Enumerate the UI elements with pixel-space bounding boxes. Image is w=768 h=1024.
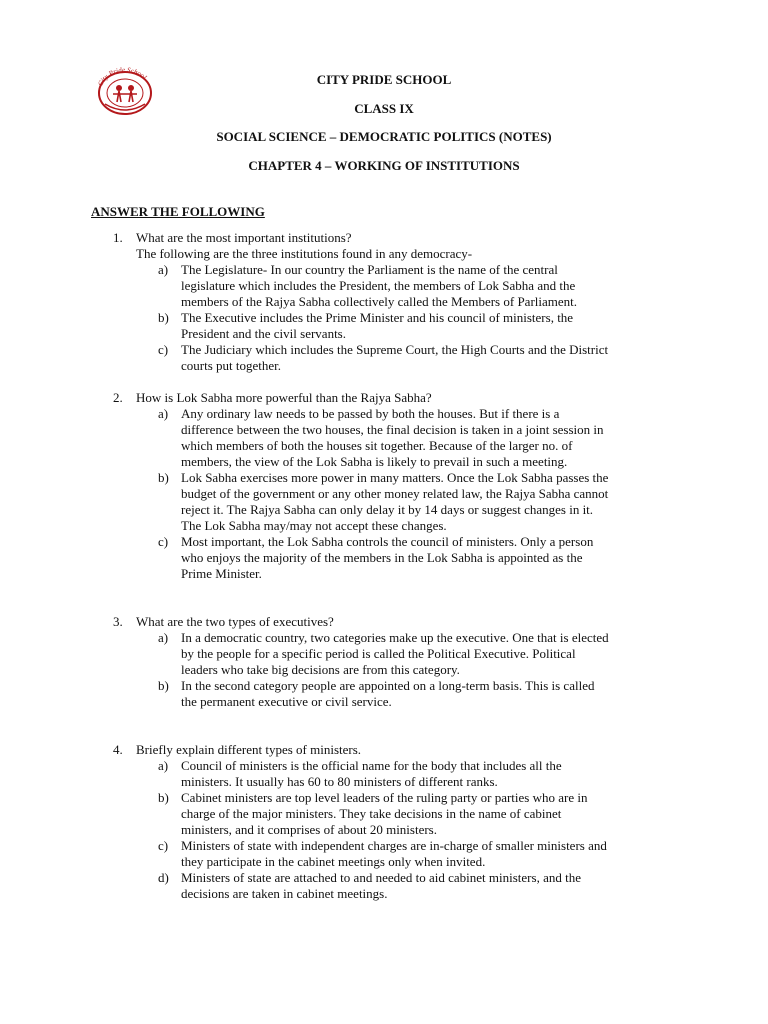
answer-line: Most important, the Lok Sabha controls the council of ministers. Only a person [181, 534, 594, 549]
answer-line: In a democratic country, two categories make up the executive. One that is elected [181, 630, 609, 645]
question-number: 4. [113, 742, 123, 757]
answer-item [0, 470, 768, 534]
answer-line: The Judiciary which includes the Supreme Court, the High Courts and the District [181, 342, 609, 357]
answer-line: budget of the government or any other money related law, the Rajya Sabha cannot [181, 486, 609, 501]
answer-line: In the second category people are appointed on a long-term basis. This is called [181, 678, 595, 693]
class-name: CLASS IX [354, 100, 414, 116]
answer-line: Any ordinary law needs to be passed by both the houses. But if there is a [181, 406, 560, 421]
section-title: ANSWER THE FOLLOWING [91, 204, 265, 219]
answer-letter: c) [158, 342, 169, 357]
subject-title: SOCIAL SCIENCE – DEMOCRATIC POLITICS (NOTES) [216, 129, 552, 144]
answer-text [181, 342, 681, 374]
answer-text [181, 758, 681, 790]
answer-line: courts put together. [181, 358, 282, 373]
answer-item [0, 534, 768, 582]
answer-letter: b) [158, 790, 169, 805]
answer-letter: c) [158, 534, 169, 549]
answer-line: reject it. The Rajya Sabha can only delay it by 14 days or suggest changes in it. [181, 502, 594, 517]
answer-item [0, 870, 768, 902]
answer-line: Ministers of state with independent charges are in-charge of smaller ministers and [181, 838, 607, 853]
question-text: What are the two types of executives? [136, 614, 334, 629]
answer-line: The Lok Sabha may/may not accept these changes. [181, 518, 447, 533]
question-text: Briefly explain different types of ministers. [136, 742, 362, 757]
answer-line: The Legislature- In our country the Parliament is the name of the central [181, 262, 558, 277]
answer-item [0, 838, 768, 870]
question-item [0, 390, 768, 582]
school-name: CITY PRIDE SCHOOL [316, 72, 452, 87]
question-item [0, 742, 768, 902]
answer-letter: a) [158, 262, 169, 277]
answer-letter: b) [158, 470, 169, 485]
answer-line: Lok Sabha exercises more power in many matters. Once the Lok Sabha passes the [181, 470, 609, 485]
answer-line: charge of the major ministers. They take decisions in the name of cabinet [181, 806, 562, 821]
questions-list [0, 230, 768, 902]
answer-text [181, 470, 681, 534]
answer-letter: b) [158, 310, 169, 325]
answer-line: ministers. It usually has 60 to 80 ministers of different ranks. [181, 774, 498, 789]
question-item [0, 614, 768, 710]
answer-item [0, 678, 768, 710]
answer-letter: a) [158, 758, 169, 773]
question-text: What are the most important institutions? [136, 230, 352, 245]
answer-text [181, 534, 681, 582]
answer-text [181, 790, 681, 838]
answer-line: legislature which includes the President, the members of Lok Sabha and the [181, 278, 576, 293]
answer-item [0, 262, 768, 310]
answer-letter: b) [158, 678, 169, 693]
answer-letter: d) [158, 870, 169, 885]
answer-line: ministers, and it comprises of about 20 ministers. [181, 822, 437, 837]
answer-line: which members of both the houses sit together. Because of the larger no. of [181, 438, 573, 453]
answer-line: President and the civil servants. [181, 326, 346, 341]
answer-item [0, 790, 768, 838]
answer-line: the permanent executive or civil service. [181, 694, 392, 709]
answer-line: members, the view of the Lok Sabha is likely to prevail in such a meeting. [181, 454, 568, 469]
question-number: 3. [113, 614, 123, 629]
answer-letter: a) [158, 630, 169, 645]
answer-line: members of the Rajya Sabha collectively called the Members of Parliament. [181, 294, 578, 309]
answer-item [0, 758, 768, 790]
answer-item [0, 342, 768, 374]
answer-letter: a) [158, 406, 169, 421]
answer-line: they participate in the cabinet meetings only when invited. [181, 854, 486, 869]
answer-line: leaders who take big decisions are from this category. [181, 662, 460, 677]
question-item [0, 230, 768, 374]
svg-text:City Pride School: City Pride School [96, 65, 149, 88]
question-intro: The following are the three institutions found in any democracy- [136, 246, 473, 261]
answer-line: decisions are taken in cabinet meetings. [181, 886, 388, 901]
answer-line: difference between the two houses, the final decision is taken in a joint session in [181, 422, 604, 437]
answer-text [181, 870, 681, 902]
answer-line: who enjoys the majority of the members in the Lok Sabha is appointed as the [181, 550, 583, 565]
chapter-title: CHAPTER 4 – WORKING OF INSTITUTIONS [248, 157, 520, 173]
answer-item [0, 630, 768, 678]
answer-text [181, 310, 681, 342]
answer-line: by the people for a specific period is called the Political Executive. Political [181, 646, 576, 661]
answer-text [181, 406, 681, 470]
answer-text [181, 262, 681, 310]
answer-line: Cabinet ministers are top level leaders of the ruling party or parties who are in [181, 790, 588, 805]
answer-text [181, 678, 681, 710]
document-header [0, 72, 768, 186]
answer-item [0, 310, 768, 342]
answer-line: Ministers of state are attached to and needed to aid cabinet ministers, and the [181, 870, 581, 885]
question-text: How is Lok Sabha more powerful than the Rajya Sabha? [136, 390, 432, 405]
question-number: 2. [113, 390, 123, 405]
answer-line: Council of ministers is the official name for the body that includes all the [181, 758, 562, 773]
answer-text [181, 630, 681, 678]
answer-text [181, 838, 681, 870]
answer-line: Prime Minister. [181, 566, 262, 581]
answer-item [0, 406, 768, 470]
question-number: 1. [113, 230, 123, 245]
answer-letter: c) [158, 838, 169, 853]
answer-line: The Executive includes the Prime Minister and his council of ministers, the [181, 310, 574, 325]
